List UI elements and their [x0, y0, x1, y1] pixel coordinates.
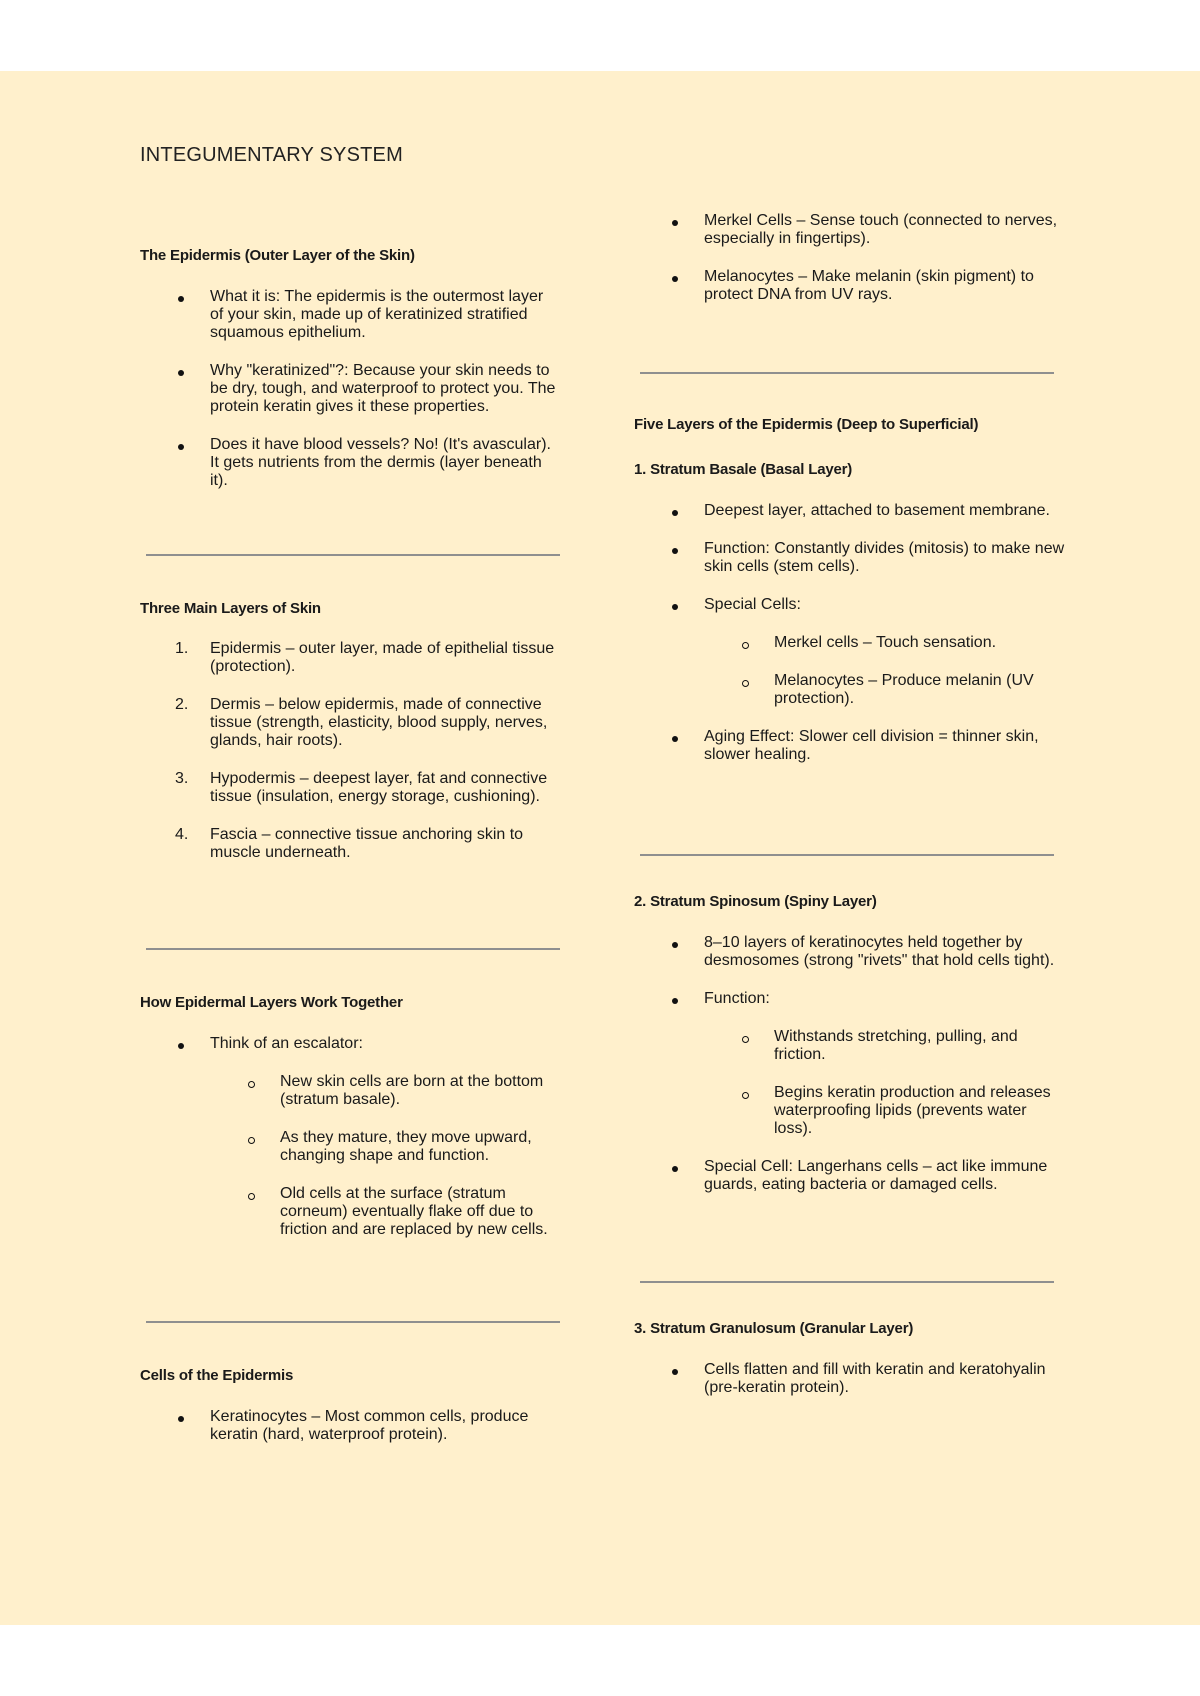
divider: [640, 372, 1054, 374]
section-cells: [140, 1367, 560, 1444]
sub-list-item: Withstands stretching, pulling, and friction.: [634, 1028, 1066, 1064]
subsection-heading: 1. Stratum Basale (Basal Layer): [634, 461, 853, 478]
sub-list-item: Merkel cells – Touch sensation.: [634, 634, 1066, 652]
bullet-list: [634, 212, 1066, 304]
section-heading: Five Layers of the Epidermis (Deep to Superficial): [634, 416, 979, 433]
list-number: 4.: [175, 826, 189, 843]
section-epidermis: [140, 247, 560, 490]
list-item: Deepest layer, attached to basement membrane.: [634, 502, 1066, 520]
list-item: [140, 770, 560, 806]
list-number: 3.: [175, 770, 189, 787]
list-item: Does it have blood vessels? No! (It's avascular). It gets nutrients from the dermis (layer beneath it).: [140, 436, 560, 490]
sub-list-item: New skin cells are born at the bottom (stratum basale).: [140, 1073, 560, 1109]
sub-list-item: Old cells at the surface (stratum corneum) eventually flake off due to friction and are replaced by new cells.: [140, 1185, 560, 1239]
bullet-list: [140, 1035, 560, 1239]
section-granulosum: [634, 1320, 1066, 1397]
bullet-list: [140, 288, 560, 490]
list-item: Cells flatten and fill with keratin and keratohyalin (pre-keratin protein).: [634, 1361, 1066, 1397]
section-heading: How Epidermal Layers Work Together: [140, 994, 403, 1011]
section-work-together: [140, 994, 560, 1239]
list-item: Aging Effect: Slower cell division = thinner skin, slower healing.: [634, 728, 1066, 764]
list-item-text: Epidermis – outer layer, made of epithelial tissue (protection).: [210, 640, 555, 675]
list-item: What it is: The epidermis is the outermost layer of your skin, made up of keratinized stratified squamous epithelium.: [140, 288, 560, 342]
list-number: 1.: [175, 640, 189, 657]
list-item: Keratinocytes – Most common cells, produce keratin (hard, waterproof protein).: [140, 1408, 560, 1444]
bullet-list: [634, 1361, 1066, 1397]
divider: [640, 1281, 1054, 1283]
list-item-text: Hypodermis – deepest layer, fat and connective tissue (insulation, energy storage, cushioning).: [210, 770, 548, 805]
list-item: Melanocytes – Make melanin (skin pigment) to protect DNA from UV rays.: [634, 268, 1066, 304]
list-item: Special Cells:: [634, 596, 1066, 614]
list-item: Special Cell: Langerhans cells – act like immune guards, eating bacteria or damaged cells.: [634, 1158, 1066, 1194]
list-item: Merkel Cells – Sense touch (connected to nerves, especially in fingertips).: [634, 212, 1066, 248]
section-spinosum: [634, 893, 1066, 1194]
subsection-heading: 3. Stratum Granulosum (Granular Layer): [634, 1320, 914, 1337]
section-heading: Three Main Layers of Skin: [140, 600, 321, 617]
list-item-text: Fascia – connective tissue anchoring skin to muscle underneath.: [210, 826, 524, 861]
list-number: 2.: [175, 696, 189, 713]
list-item: 8–10 layers of keratinocytes held together by desmosomes (strong "rivets" that hold cells tight).: [634, 934, 1066, 970]
sub-list-item: Melanocytes – Produce melanin (UV protection).: [634, 672, 1066, 708]
section-cells-continued: [634, 212, 1066, 304]
bullet-list: [140, 1408, 560, 1444]
section-five-layers: [634, 416, 1066, 764]
list-item-text: Dermis – below epidermis, made of connective tissue (strength, elasticity, blood supply, nerves, glands, hair roots).: [210, 696, 548, 749]
sub-list-item: Begins keratin production and releases waterproofing lipids (prevents water loss).: [634, 1084, 1066, 1138]
divider: [146, 948, 560, 950]
list-item: Function:: [634, 990, 1066, 1008]
document-title: INTEGUMENTARY SYSTEM: [140, 144, 403, 166]
list-item: [140, 696, 560, 750]
divider: [146, 1321, 560, 1323]
list-item: [140, 826, 560, 862]
numbered-list: [140, 640, 560, 862]
bullet-list: [634, 502, 1066, 764]
list-item: [140, 640, 560, 676]
subsection-heading: 2. Stratum Spinosum (Spiny Layer): [634, 893, 877, 910]
list-item: Why "keratinized"?: Because your skin needs to be dry, tough, and waterproof to protect you. The protein keratin gives it these properties.: [140, 362, 560, 416]
section-heading: The Epidermis (Outer Layer of the Skin): [140, 247, 415, 264]
divider: [146, 554, 560, 556]
list-item: Think of an escalator:: [140, 1035, 560, 1053]
section-three-layers: [140, 600, 560, 862]
section-heading: Cells of the Epidermis: [140, 1367, 294, 1384]
divider: [640, 854, 1054, 856]
list-item: Function: Constantly divides (mitosis) to make new skin cells (stem cells).: [634, 540, 1066, 576]
bullet-list: [634, 934, 1066, 1194]
sub-list-item: As they mature, they move upward, changing shape and function.: [140, 1129, 560, 1165]
